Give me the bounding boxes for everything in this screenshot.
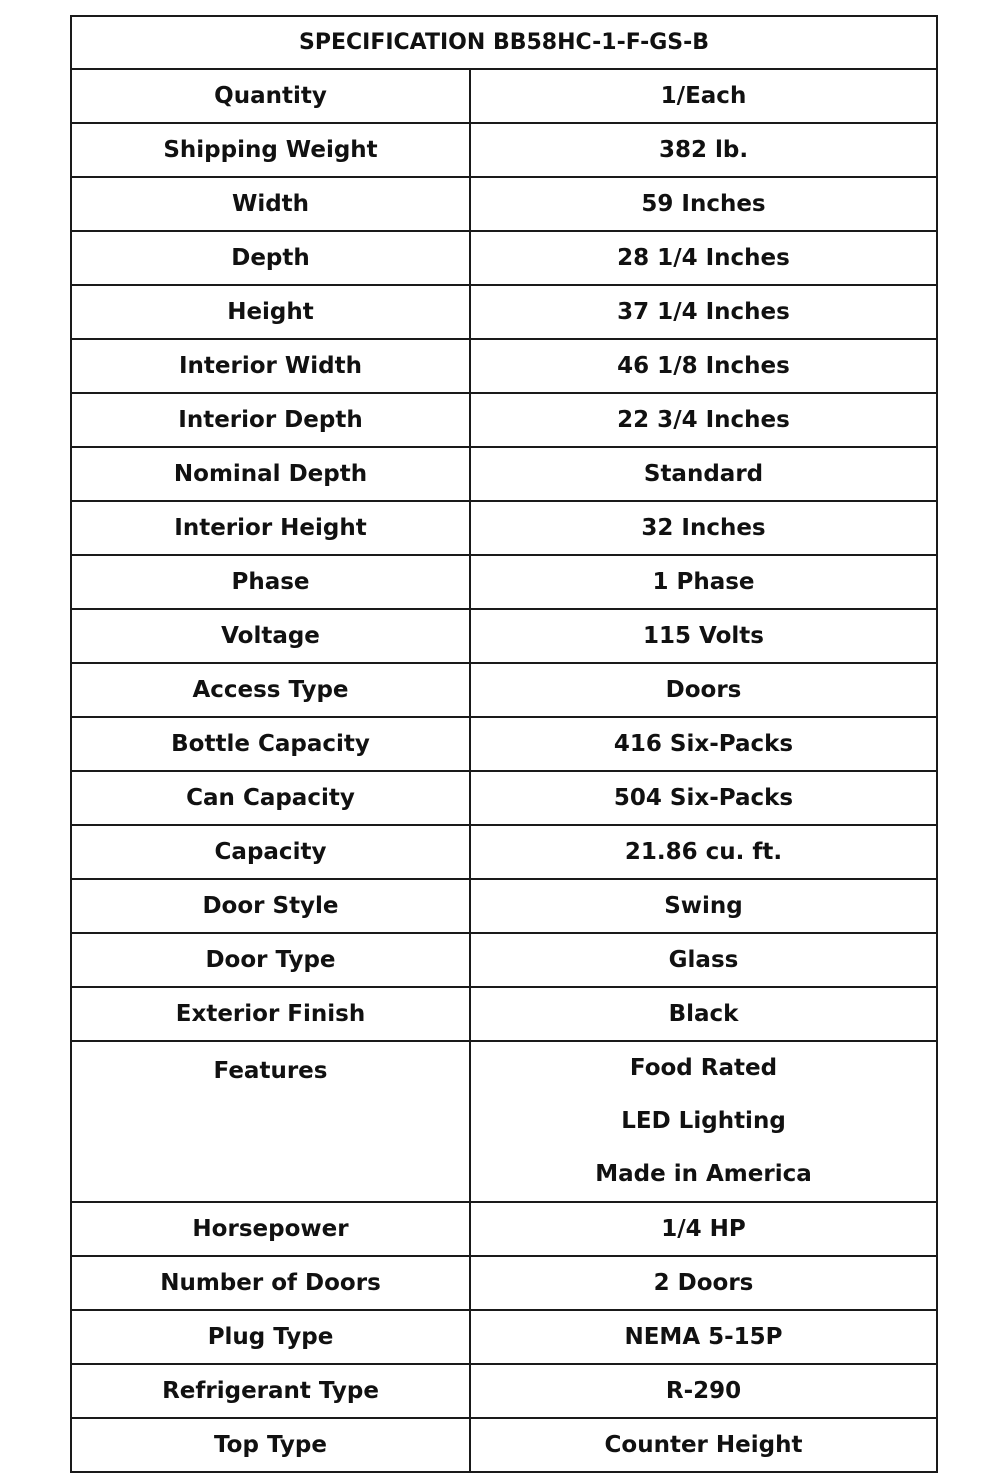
spec-value: 1 Phase — [470, 555, 937, 609]
spec-value: NEMA 5-15P — [470, 1310, 937, 1364]
table-row — [71, 501, 937, 555]
spec-value: 46 1/8 Inches — [470, 339, 937, 393]
specification-table — [70, 15, 938, 1473]
spec-label: Voltage — [71, 609, 470, 663]
table-row — [71, 879, 937, 933]
spec-label: Shipping Weight — [71, 123, 470, 177]
table-row — [71, 987, 937, 1041]
table-row — [71, 447, 937, 501]
spec-label: Width — [71, 177, 470, 231]
spec-label: Interior Width — [71, 339, 470, 393]
spec-label: Interior Depth — [71, 393, 470, 447]
feature-item: Made in America — [595, 1161, 812, 1187]
spec-value: Doors — [470, 663, 937, 717]
spec-value: Counter Height — [470, 1418, 937, 1472]
spec-value: 37 1/4 Inches — [470, 285, 937, 339]
table-row — [71, 1202, 937, 1256]
spec-value: 21.86 cu. ft. — [470, 825, 937, 879]
table-title: SPECIFICATION BB58HC-1-F-GS-B — [71, 16, 937, 69]
table-row — [71, 285, 937, 339]
table-row — [71, 717, 937, 771]
spec-value: Standard — [470, 447, 937, 501]
table-row — [71, 1364, 937, 1418]
spec-label: Quantity — [71, 69, 470, 123]
feature-item: LED Lighting — [621, 1108, 786, 1134]
table-row — [71, 609, 937, 663]
features-row — [71, 1041, 937, 1202]
spec-label: Door Type — [71, 933, 470, 987]
table-row — [71, 555, 937, 609]
spec-value: 416 Six-Packs — [470, 717, 937, 771]
spec-label: Capacity — [71, 825, 470, 879]
spec-label: Nominal Depth — [71, 447, 470, 501]
spec-label-features: Features — [71, 1041, 470, 1202]
spec-label: Door Style — [71, 879, 470, 933]
spec-value: Swing — [470, 879, 937, 933]
spec-value: 28 1/4 Inches — [470, 231, 937, 285]
spec-value: 115 Volts — [470, 609, 937, 663]
spec-value: 504 Six-Packs — [470, 771, 937, 825]
spec-label: Access Type — [71, 663, 470, 717]
table-row — [71, 933, 937, 987]
spec-value: 22 3/4 Inches — [470, 393, 937, 447]
table-row — [71, 1310, 937, 1364]
spec-value: 1/4 HP — [470, 1202, 937, 1256]
feature-item: Food Rated — [629, 1055, 778, 1081]
spec-label: Phase — [71, 555, 470, 609]
spec-label: Number of Doors — [71, 1256, 470, 1310]
table-row — [71, 123, 937, 177]
spec-value: 59 Inches — [470, 177, 937, 231]
table-row — [71, 339, 937, 393]
table-row — [71, 663, 937, 717]
spec-value: 32 Inches — [470, 501, 937, 555]
title-row — [71, 16, 937, 69]
table-row — [71, 393, 937, 447]
spec-label: Interior Height — [71, 501, 470, 555]
spec-value: 382 lb. — [470, 123, 937, 177]
features-value-list — [470, 1041, 937, 1202]
spec-value: 1/Each — [470, 69, 937, 123]
table-row — [71, 69, 937, 123]
table-row — [71, 771, 937, 825]
table-row — [71, 177, 937, 231]
spec-label: Depth — [71, 231, 470, 285]
spec-label: Exterior Finish — [71, 987, 470, 1041]
spec-label: Refrigerant Type — [71, 1364, 470, 1418]
spec-value: R-290 — [470, 1364, 937, 1418]
spec-value: Glass — [470, 933, 937, 987]
table-row — [71, 1256, 937, 1310]
spec-label: Plug Type — [71, 1310, 470, 1364]
spec-value: Black — [470, 987, 937, 1041]
spec-label: Height — [71, 285, 470, 339]
spec-label: Can Capacity — [71, 771, 470, 825]
table-row — [71, 1418, 937, 1472]
spec-value: 2 Doors — [470, 1256, 937, 1310]
table-row — [71, 825, 937, 879]
spec-label: Horsepower — [71, 1202, 470, 1256]
spec-label: Top Type — [71, 1418, 470, 1472]
table-row — [71, 231, 937, 285]
spec-label: Bottle Capacity — [71, 717, 470, 771]
